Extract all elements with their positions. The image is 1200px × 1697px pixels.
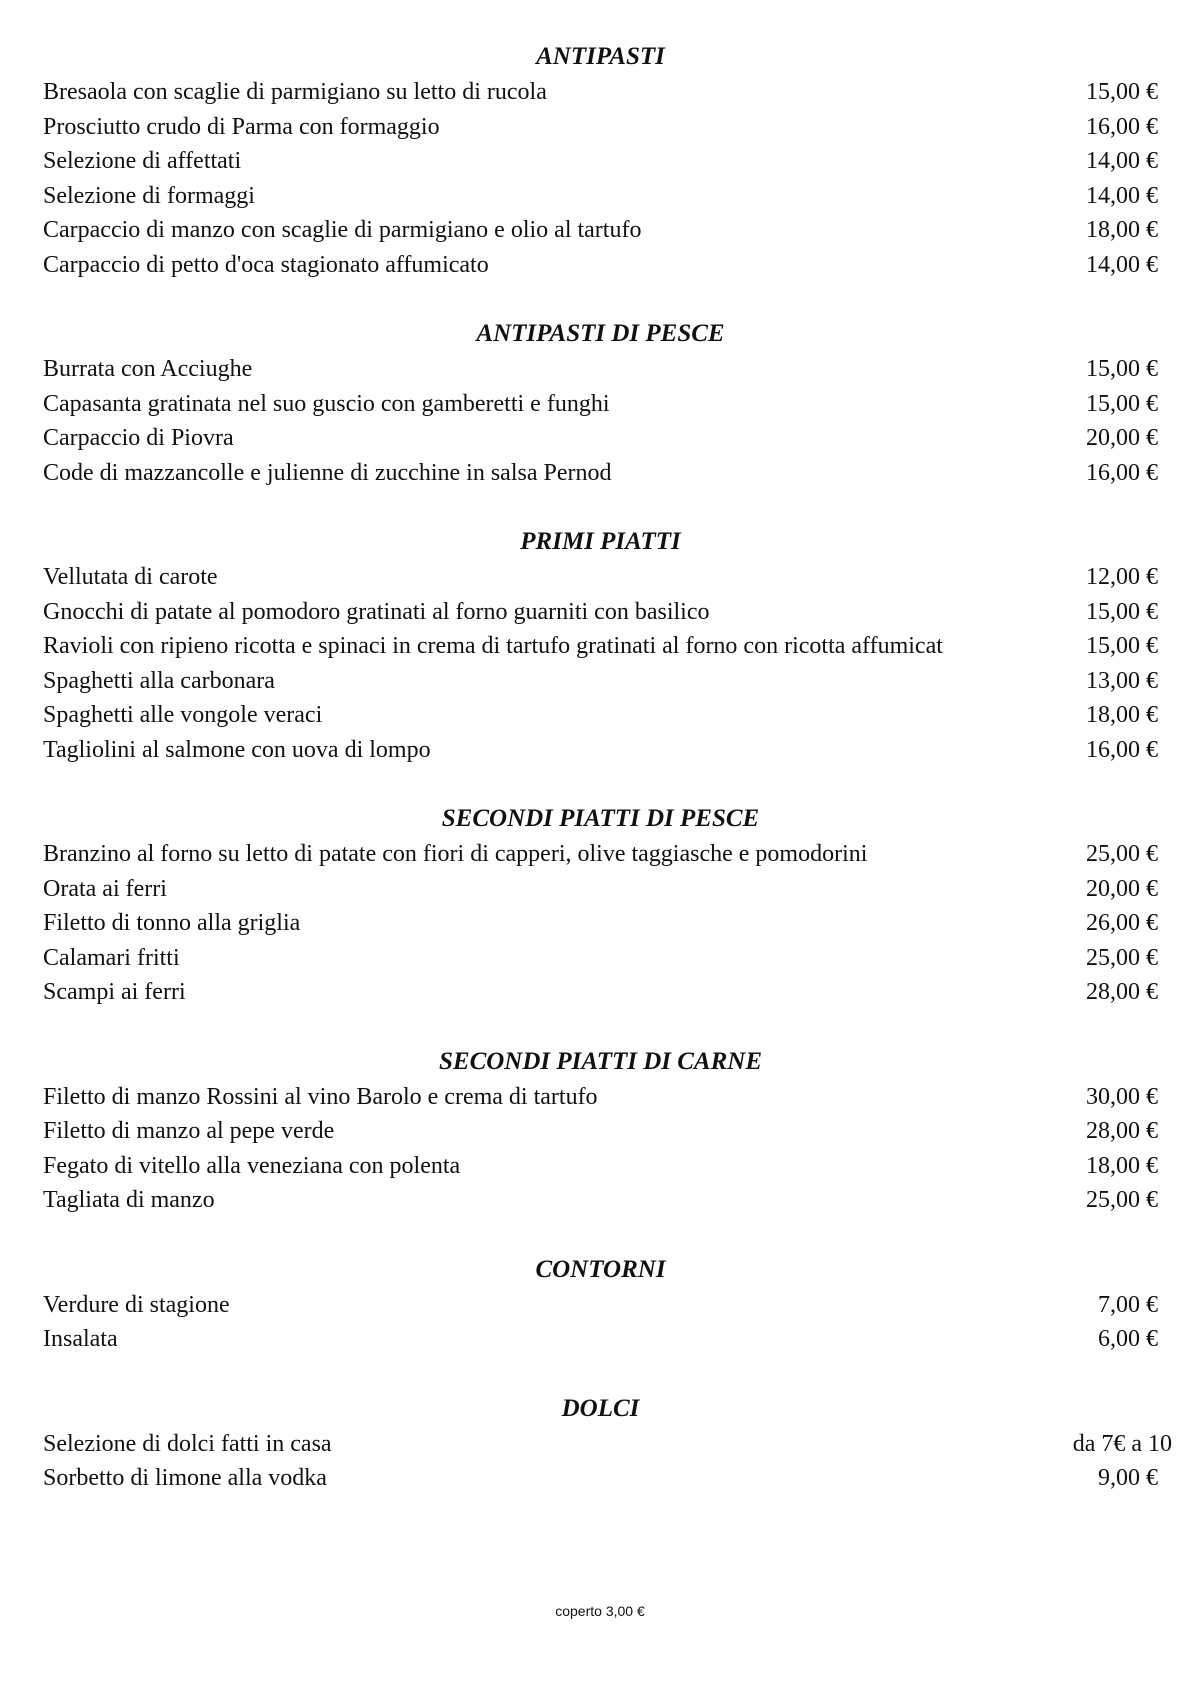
item-name: Gnocchi di patate al pomodoro gratinati al forno guarniti con basilico (43, 598, 710, 625)
item-name: Prosciutto crudo di Parma con formaggio (43, 113, 440, 140)
item-price: 18,00 € (1086, 217, 1158, 243)
item-name: Selezione di dolci fatti in casa (43, 1430, 332, 1457)
section-heading: SECONDI PIATTI DI CARNE (439, 1047, 762, 1075)
item-price: 28,00 € (1086, 1118, 1158, 1144)
item-price: 6,00 € (1098, 1326, 1158, 1352)
item-price: 14,00 € (1086, 182, 1158, 209)
menu-section (43, 315, 1158, 490)
menu-item (43, 1322, 1158, 1357)
section-heading: ANTIPASTI (536, 43, 665, 70)
item-name: Carpaccio di Piovra (43, 425, 234, 451)
item-name: Burrata con Acciughe (43, 356, 253, 382)
item-name: Tagliolini al salmone con uova di lompo (43, 736, 431, 763)
item-price: 9,00 € (1098, 1465, 1158, 1491)
item-name: Spaghetti alla carbonara (43, 667, 275, 694)
menu-section (43, 1043, 1158, 1218)
section-heading: SECONDI PIATTI DI PESCE (441, 805, 760, 832)
item-price: 28,00 € (1086, 979, 1158, 1005)
menu-item (43, 1149, 1158, 1184)
item-price: 14,00 € (1086, 251, 1158, 278)
item-name: Carpaccio di petto d'oca stagionato affumicato (43, 251, 489, 278)
menu-item (43, 975, 1158, 1010)
item-name: Capasanta gratinata nel suo guscio con gamberetti e funghi (43, 390, 610, 417)
item-name: Filetto di manzo Rossini al vino Barolo e crema di tartufo (43, 1083, 598, 1110)
menu-item (43, 837, 1158, 872)
item-name: Carpaccio di manzo con scaglie di parmigiano e olio al tartufo (43, 217, 642, 243)
item-price: 15,00 € (1086, 356, 1158, 382)
menu-item (43, 1427, 1172, 1462)
menu-item (43, 144, 1158, 179)
menu-item (43, 352, 1158, 387)
item-name: Selezione di formaggi (43, 182, 255, 209)
item-price: 18,00 € (1086, 702, 1158, 728)
item-price: 14,00 € (1086, 148, 1158, 174)
item-name: Bresaola con scaglie di parmigiano su letto di rucola (43, 79, 547, 105)
menu-item (43, 75, 1158, 110)
menu-item (43, 421, 1158, 456)
item-name: Filetto di manzo al pepe verde (43, 1118, 335, 1144)
menu-section (43, 523, 1158, 767)
menu-item (43, 733, 1158, 768)
menu-item (43, 387, 1158, 422)
menu-item (43, 213, 1158, 248)
item-name: Fegato di vitello alla veneziana con polenta (43, 1152, 461, 1179)
item-name: Ravioli con ripieno ricotta e spinaci in crema di tartufo gratinati al forno con ricotta affumicat (43, 633, 943, 659)
item-name: Spaghetti alle vongole veraci (43, 702, 323, 728)
menu-item (43, 629, 1158, 664)
item-price: 25,00 € (1086, 944, 1158, 971)
item-name: Calamari fritti (43, 944, 180, 971)
menu-item (43, 1288, 1158, 1323)
menu-section (43, 38, 1158, 282)
menu-item (43, 179, 1158, 214)
menu-section (43, 800, 1158, 1010)
menu-item (43, 872, 1158, 907)
menu (43, 38, 1172, 1529)
item-name: Sorbetto di limone alla vodka (43, 1465, 327, 1491)
item-price: 16,00 € (1086, 736, 1158, 763)
menu-item (43, 248, 1158, 283)
item-price: 18,00 € (1086, 1152, 1158, 1179)
item-name: Scampi ai ferri (43, 979, 186, 1005)
menu-item (43, 110, 1158, 145)
item-name: Tagliata di manzo (43, 1187, 215, 1213)
menu-item (43, 1080, 1158, 1115)
item-price: 13,00 € (1086, 667, 1158, 694)
section-heading: DOLCI (561, 1394, 640, 1422)
item-price: 15,00 € (1086, 598, 1158, 625)
item-price: da 7€ a 10 (1072, 1430, 1172, 1457)
item-name: Orata ai ferri (43, 875, 167, 902)
section-heading: CONTORNI (535, 1255, 666, 1283)
menu-item (43, 560, 1158, 595)
menu-section (43, 1390, 1172, 1496)
item-price: 16,00 € (1086, 113, 1158, 140)
menu-item (43, 456, 1158, 491)
item-price: 15,00 € (1086, 390, 1158, 417)
item-price: 25,00 € (1086, 1187, 1158, 1213)
item-name: Verdure di stagione (43, 1291, 230, 1318)
item-name: Vellutata di carote (43, 564, 218, 590)
menu-item (43, 906, 1158, 941)
menu-item (43, 1114, 1158, 1149)
item-price: 30,00 € (1086, 1083, 1158, 1110)
cover-charge-note: coperto 3,00 € (555, 1603, 645, 1619)
item-price: 20,00 € (1086, 875, 1158, 902)
item-price: 16,00 € (1086, 459, 1158, 486)
menu-item (43, 664, 1158, 699)
item-price: 7,00 € (1098, 1291, 1158, 1318)
item-price: 26,00 € (1086, 910, 1158, 936)
item-name: Code di mazzancolle e julienne di zucchine in salsa Pernod (43, 459, 612, 486)
item-price: 25,00 € (1086, 841, 1158, 867)
menu-item (43, 595, 1158, 630)
item-name: Branzino al forno su letto di patate con fiori di capperi, olive taggiasche e pomodorini (43, 841, 868, 867)
menu-item (43, 1461, 1158, 1496)
item-price: 12,00 € (1086, 564, 1158, 590)
menu-item (43, 698, 1158, 733)
menu-section (43, 1251, 1158, 1357)
item-price: 15,00 € (1086, 79, 1158, 105)
menu-item (43, 941, 1158, 976)
item-price: 15,00 € (1086, 633, 1158, 659)
item-name: Filetto di tonno alla griglia (43, 910, 301, 936)
section-heading: ANTIPASTI DI PESCE (476, 320, 725, 347)
item-name: Selezione di affettati (43, 148, 242, 174)
item-price: 20,00 € (1086, 425, 1158, 451)
menu-item (43, 1183, 1158, 1218)
item-name: Insalata (43, 1326, 118, 1352)
section-heading: PRIMI PIATTI (520, 528, 681, 555)
